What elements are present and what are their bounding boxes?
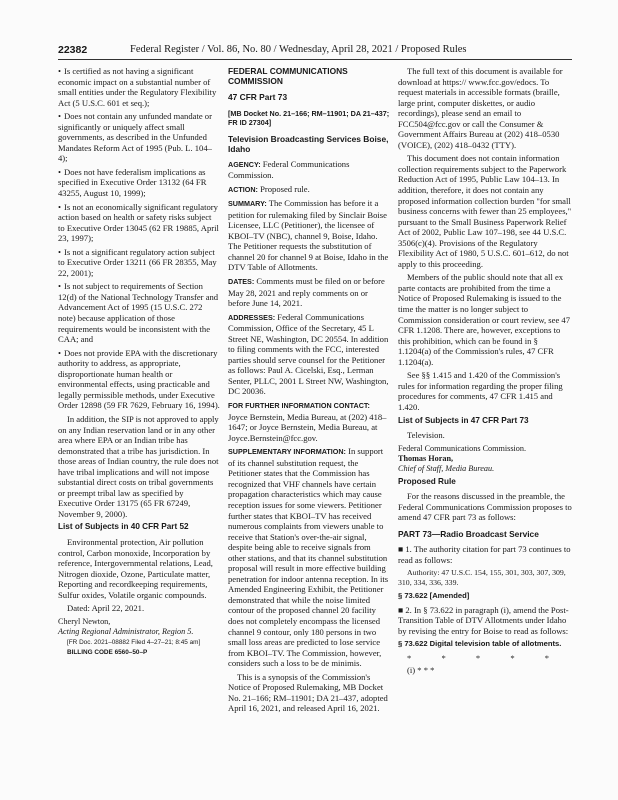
bullet-icon: • [58, 66, 62, 76]
bullet-icon: • [58, 246, 62, 257]
signer-name: Cheryl Newton, [58, 616, 111, 626]
bullet-item: • Does not provide EPA with the discretionary authority to address, as appropriate, disproportionate human health or environmental effects, using practicable and legally permissible methods, under Executive Order 12898 (59 FR 7629, February 16, 1994). [58, 347, 220, 411]
column-2 [228, 66, 390, 717]
part-heading: PART 73—Radio Broadcast Service [398, 528, 539, 539]
bullet-icon: • [58, 111, 62, 122]
addresses-field: ADDRESSES: Federal Communications Commission, Office of the Secretary, 45 L Street NE, Washington, DC 20554. In addition to filing comments with the FCC, interested parties should serve counsel for the Petitioner as follows: Paul A. Cicelski, Esq., Lerman Senter, PLLC, 2001 L Street NW, Washington, DC 20036. [228, 311, 389, 397]
header-rule [58, 59, 572, 60]
billing-code: BILLING CODE 6560–50–P [67, 649, 148, 656]
action-field: ACTION: Proposed rule. [228, 183, 310, 194]
agency-field: AGENCY: Federal Communications Commission. [228, 158, 350, 181]
sip-paragraph: In addition, the SIP is not approved to apply on any Indian reservation land or in any other area where EPA or an Indian tribe has demonstrated that a tribe has jurisdiction. In those areas of Indian country, the rule does not have tribal implications and will not impose substantial direct costs on tribal governments or preempt tribal law as specified by Executive Order 13175 (65 FR 67249, November 9, 2000). [58, 413, 219, 519]
filing-paragraph: See §§ 1.415 and 1.420 of the Commission's rules for information regarding the proper filing procedures for comments, 47 CFR 1.415 and 1.420. [398, 370, 563, 412]
dates-field: DATES: Comments must be filed on or before May 28, 2021 and reply comments on or before June 14, 2021. [228, 276, 385, 309]
org-name: Federal Communications Commission. [398, 443, 527, 453]
ex-parte-paragraph: Members of the public should note that all ex parte contacts are prohibited from the time a Notice of Proposed Rulemaking is issued to the time the matter is no longer subject to Commission consideration or court review, see 47 CFR 1.1208. There are, however, exceptions to this prohibition, which can be found in § 1.1204(a) of the Commission's rules, 47 CFR 1.1204(a). [398, 272, 570, 367]
reasons-paragraph: For the reasons discussed in the preamble, the Federal Communications Commission proposes to amend 47 CFR part 73 as follows: [398, 491, 572, 523]
docket-line: [MB Docket No. 21–166; RM–11901; DA 21–437; FR ID 27304] [228, 108, 390, 128]
bullet-item: • Is certified as not having a significant economic impact on a substantial number of small entities under the Regulatory Flexibility Act (5 U.S.C. 601 et seq.); [58, 66, 217, 108]
subjects-heading: List of Subjects in 40 CFR Part 52 [58, 522, 189, 532]
subjects-text: Environmental protection, Air pollution control, Carbon monoxide, Incorporation by reference, Intergovernmental relations, Lead, Nitrogen dioxide, Ozone, Particulate matter, Reporting and recordkeeping requirements, Sulfur oxides, Volatile organic compounds. [58, 536, 213, 600]
bullet-item: • Is not an economically significant regulatory action based on health or safety risks subject to Executive Order 13045 (62 FR 19885, April 23, 1997); [58, 201, 219, 244]
bullet-icon: • [58, 166, 62, 177]
section-title: § 73.622 Digital television table of allotments. [398, 639, 562, 649]
bullet-item: • Is not subject to requirements of Section 12(d) of the National Technology Transfer and Advancement Act of 1995 (15 U.S.C. 272 note) because application of those requirements would be inconsistent with the CAA; and [58, 281, 219, 345]
subjects-text: Television. [407, 430, 445, 441]
paperwork-paragraph: This document does not contain information collection requirements subject to the Paperwork Reduction Act of 1995, Public Law 104–13. In addition, therefore, it does not contain any proposed information collection burden "for small business concerns with fewer than 25 employees," pursuant to the Small Business Paperwork Relief Act of 2002, Public Law 107–198, see 44 U.S.C. 3506(c)(4). Provisions of the Regulatory Flexibility Act of 1980, 5 U.S.C. 601–612, do not apply to this proceeding. [398, 153, 572, 269]
section-amended-heading: § 73.622 [Amended] [398, 591, 470, 601]
amendment-1: ■ 1. The authority citation for part 73 continues to read as follows: [398, 544, 571, 565]
summary-field: SUMMARY: The Commission has before it a petition for rulemaking filed by Sinclair Boise Licensee, LLC (Petitioner), the licensee of KBOI–TV (NBC), channel 9, Boise, Idaho. The Petitioner requests the substitution of channel 20 for channel 9 at Boise, Idaho in the DTV Table of Allotments. [228, 198, 389, 273]
column-3 [398, 66, 572, 679]
subjects-heading: List of Subjects in 47 CFR Part 73 [398, 415, 529, 425]
dated-line: Dated: April 22, 2021. [67, 603, 145, 614]
amend-square-icon: ■ [398, 604, 406, 615]
running-title: Federal Register / Vol. 86, No. 80 / Wednesday, April 28, 2021 / Proposed Rules [130, 44, 467, 55]
agency-name: FEDERAL COMMUNICATIONS COMMISSION [228, 66, 348, 86]
cfr-part: 47 CFR Part 73 [228, 92, 288, 102]
full-text-paragraph: The full text of this document is available for download at https:// www.fcc.gov/edocs. To request materials in accessible formats (braille, large print, computer diskettes, or audio recordings), please send an email to FCC504@fcc.gov or call the Consumer & Government Affairs Bureau at (202) 418–0530 (VOICE), (202) 418–0432 (TTY). [398, 66, 563, 150]
bullet-item: • Is not a significant regulatory action subject to Executive Order 13211 (66 FR 28355, May 22, 2001); [58, 246, 217, 278]
fr-doc-line: [FR Doc. 2021–08882 Filed 4–27–21; 8:45 am] [67, 638, 201, 646]
page-number: 22382 [58, 44, 88, 56]
authority-citation: Authority: 47 U.S.C. 154, 155, 301, 303, 307, 309, 310, 334, 336, 339. [398, 568, 566, 588]
bullet-icon: • [58, 281, 62, 292]
bullet-icon: • [58, 201, 62, 212]
supplementary-field: SUPPLEMENTARY INFORMATION: In support of its channel substitution request, the Petitioner states that the Commission has recognized that VHF channels have certain propagation characteristics which may cause reception issues for some viewers. Petitioner further states that KBOI–TV has received numerous complaints from viewers unable to receive that Station's over-the-air signal, despite being able to receive signals from other stations, and that its channel substitution proposal will result in more effective building penetration for indoor antenna reception. In its Amended Engineering Exhibit, the Petitioner demonstrated that while the noise limited contour of the proposed channel 20 facility does not completely encompass the licensed channel 9 contour, only 180 persons in two small loss areas are predicted to lose service from KBOI–TV. The Commission, however, considers such a loss to be de minimis. [228, 446, 389, 669]
bullet-item: • Does not have federalism implications as specified in Executive Order 13132 (64 FR 43255, August 10, 1999); [58, 166, 207, 199]
synopsis-paragraph: This is a synopsis of the Commission's Notice of Proposed Rulemaking, MB Docket No. 21–166; RM–11901; DA 21–437, adopted April 16, 2021, and released April 16, 2021. [228, 671, 388, 714]
signer-title: Acting Regional Administrator, Region 5. [58, 626, 194, 636]
rule-subject: Television Broadcasting Services Boise, Idaho [228, 133, 389, 154]
omission-stars: * * * * * [407, 652, 564, 663]
contact-field: FOR FURTHER INFORMATION CONTACT: Joyce Bernstein, Media Bureau, at (202) 418–1647; or Joyce Bernstein, Media Bureau, at Joyce.Bernstein@fcc.gov. [228, 401, 387, 443]
paragraph-i: (i) * * * [407, 665, 435, 676]
bullet-icon: • [58, 347, 62, 358]
amend-square-icon: ■ [398, 544, 406, 555]
proposed-rule-heading: Proposed Rule [398, 476, 456, 486]
page-header [58, 44, 572, 58]
signer-name: Thomas Horan, [398, 453, 454, 463]
column-1 [58, 66, 220, 657]
signer-title: Chief of Staff, Media Bureau. [398, 463, 495, 473]
bullet-item: • Does not contain any unfunded mandate or significantly or uniquely affect small governments, as described in the Unfunded Mandates Reform Act of 1995 (Pub. L. 104–4); [58, 111, 212, 164]
amendment-2: ■ 2. In § 73.622 in paragraph (i), amend the Post-Transition Table of DTV Allotments under Idaho by revising the entry for Boise to read as follows: [398, 604, 569, 636]
